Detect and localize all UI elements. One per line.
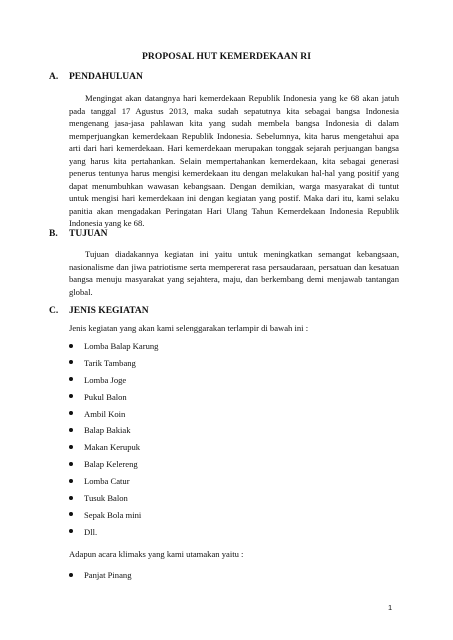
list-item: Tarik Tambang [69,357,158,374]
section-c-heading [49,306,149,316]
list-item: Sepak Bola mini [69,509,158,526]
bullet-icon [69,377,73,381]
list-item: Pukul Balon [69,391,158,408]
section-c-intro: Jenis kegiatan yang akan kami selenggarakan terlampir di bawah ini : [69,323,309,333]
section-c-title: JENIS KEGIATAN [69,306,149,316]
bullet-icon [69,394,73,398]
bullet-icon [69,462,73,466]
list-item: Dll. [69,526,158,543]
bullet-icon [69,573,73,577]
document-title: PROPOSAL HUT KEMERDEKAAN RI [141,52,312,62]
bullet-icon [69,496,73,500]
list-item: Balap Kelereng [69,458,158,475]
bullet-icon [69,344,73,348]
section-b-title: TUJUAN [69,229,108,239]
bullet-icon [69,428,73,432]
section-b-letter: B. [49,229,58,239]
list-item: Panjat Pinang [69,569,132,586]
section-c-letter: C. [49,306,59,316]
list-item: Lomba Balap Karung [69,340,158,357]
climax-list [69,569,132,586]
bullet-icon [69,411,73,415]
bullet-icon [69,529,73,533]
bullet-icon [69,360,73,364]
list-item: Lomba Catur [69,475,158,492]
bullet-icon [69,445,73,449]
section-a-letter: A. [49,72,59,82]
section-b-heading [49,229,108,239]
activity-list [69,340,158,543]
list-item: Balap Bakiak [69,424,158,441]
section-b-paragraph: Tujuan diadakannya kegiatan ini yaitu untuk meningkatkan semangat kebangsaan, nasionalisme dan jiwa patriotisme serta mempererat rasa persaudaraan, persatuan dan kesatuan bangsa menuju masyarakat yang sejahtera, maju, dan berkembang demi menjawab tantangan global. [69,249,399,297]
section-a-heading [49,72,143,82]
list-item: Tusuk Balon [69,492,158,509]
bullet-icon [69,479,73,483]
climax-intro: Adapun acara klimaks yang kami utamakan yaitu : [69,549,244,559]
section-a-title: PENDAHULUAN [69,72,143,82]
bullet-icon [69,512,73,516]
list-item: Lomba Joge [69,374,158,391]
page-number: 1 [388,603,393,612]
list-item: Makan Kerupuk [69,441,158,458]
section-a-paragraph: Mengingat akan datangnya hari kemerdekaan Republik Indonesia yang ke 68 akan jatuh pada tanggal 17 Agustus 2013, maka sudah sepatutnya kita sebagai bangsa Indonesia mengenang jasa-jasa pahlawan kita yang sudah membela bangsa Indonesia di dalam memperjuangkan kemerdekaan Republik Indonesia. Sebelumnya, kita harus mengetahui apa arti dari hari kemerdekaan. Hari kemerdekaan merupakan tonggak sejarah perjuangan bangsa yang harus kita pertahankan. Selain mempertahankan kemerdekaan, kita sebagai generasi penerus tentunya harus mengisi kemerdekaan itu dengan melakukan hal-hal yang positif yang dapat menumbuhkan wawasan kebangsaan. Dengan demikian, warga masyarakat di tuntut untuk mengisi hari kemerdekaan ini dengan kegiatan yang postif. Maka dari itu, kami selaku panitia akan mengadakan Peringatan Hari Ulang Tahun Kemerdekaan Indonesia Republik Indonesia yang ke 68. [69,93,399,228]
list-item: Ambil Koin [69,408,158,425]
